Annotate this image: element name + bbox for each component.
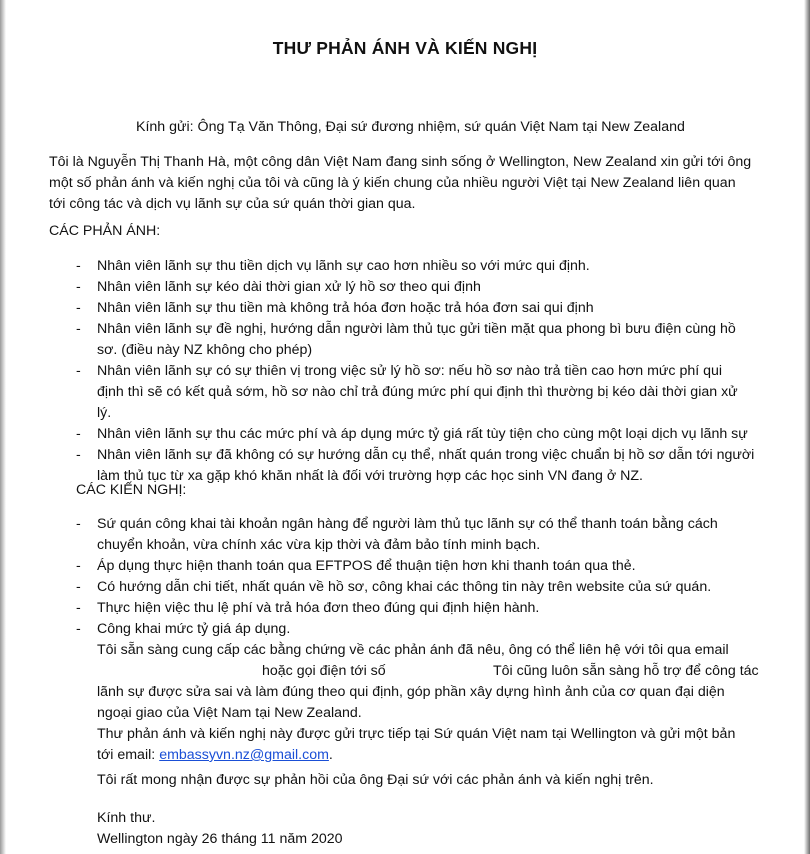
intro-line: Tôi là Nguyễn Thị Thanh Hà, một công dân Việt Nam đang sinh sống ở Wellington, New Zealand xin gửi tới ông [49,154,752,170]
sent-line: Thư phản ánh và kiến nghị này được gửi trực tiếp tại Sứ quán Việt nam tại Wellington và gửi một bản [97,726,736,742]
intro-line: một số phản ánh và kiến nghị của tôi và cũng là ý kiến chung của nhiều người Việt tại New Zealand liên quan [49,175,736,191]
bullet-dash: - [76,279,81,295]
email-suffix: . [328,747,333,763]
evidence-line-support-part: Tôi cũng luôn sẵn sàng hỗ trợ để công tác [493,663,759,679]
evidence-line: lãnh sự được sửa sai và làm đúng theo qui định, góp phần xây dựng hình ảnh của cơ quan đại diện [97,684,725,700]
date-line: Wellington ngày 26 tháng 11 năm 2020 [97,831,343,847]
letter-title: THƯ PHẢN ÁNH VÀ KIẾN NGHỊ [272,38,538,58]
bullet-dash: - [76,426,81,442]
complaint-item: Nhân viên lãnh sự kéo dài thời gian xử lý hồ sơ theo qui định [97,279,481,295]
bullet-dash: - [76,600,81,616]
complaint-item-continued: sơ. (điều này NZ không cho phép) [97,342,313,358]
bullet-dash: - [76,447,81,463]
complaint-item: Nhân viên lãnh sự thu các mức phí và áp dụng mức tỷ giá rất tùy tiện cho cùng một loại dịch vụ lãnh sự [97,426,748,442]
complaint-item: Nhân viên lãnh sự đề nghị, hướng dẫn người làm thủ tục gửi tiền mặt qua phong bì bưu điện cùng hồ [97,321,736,337]
bullet-dash: - [76,558,81,574]
bullet-dash: - [76,300,81,316]
email-prefix: tới email: [97,747,156,763]
closing-request: Tôi rất mong nhận được sự phản hồi của ông Đại sứ với các phản ánh và kiến nghị trên. [97,772,654,788]
recommendation-item: Công khai mức tỷ giá áp dụng. [97,621,291,637]
evidence-line-phone-part: hoặc gọi điện tới số [262,663,386,679]
recommendation-item: Có hướng dẫn chi tiết, nhất quán về hồ sơ, công khai các thông tin này trên website của sứ quán. [97,579,712,595]
complaint-item: Nhân viên lãnh sự thu tiền mà không trả hóa đơn hoặc trả hóa đơn sai qui định [97,300,594,316]
recommendation-item-continued: chuyển khoản, vừa chính xác vừa kịp thời và đảm bảo tính minh bạch. [97,537,541,553]
recommendation-item: Sứ quán công khai tài khoản ngân hàng để người làm thủ tục lãnh sự có thể thanh toán bằng cách [97,516,718,532]
bullet-dash: - [76,321,81,337]
complaint-item-continued: làm thủ tục từ xa gặp khó khăn nhất là đối với trường hợp các học sinh VN đang ở NZ. [97,468,643,484]
bullet-dash: - [76,579,81,595]
complaint-item: Nhân viên lãnh sự thu tiền dịch vụ lãnh sự cao hơn nhiều so với mức qui định. [97,258,590,274]
complaint-item-continued: lý. [97,405,112,421]
complaints-heading: CÁC PHẢN ÁNH: [49,223,161,239]
bullet-dash: - [76,621,81,637]
recommendation-item: Thực hiện việc thu lệ phí và trả hóa đơn theo đúng qui định hiện hành. [97,600,540,616]
evidence-line: ngoại giao của Việt Nam tại New Zealand. [97,705,362,721]
evidence-line: Tôi sẵn sàng cung cấp các bằng chứng về các phản ánh đã nêu, ông có thể liên hệ với tôi qua email [97,642,729,658]
bullet-dash: - [76,258,81,274]
intro-line: tới công tác và dịch vụ lãnh sự của sứ quán thời gian qua. [49,196,416,212]
bullet-dash: - [76,516,81,532]
recommendations-heading: CÁC KIẾN NGHỊ: [76,482,187,498]
bullet-dash: - [76,363,81,379]
complaint-item-continued: định thì sẽ có kết quả sớm, hồ sơ nào chỉ trả đúng mức phí qui định thì thường bị kéo dài thời gian xử [97,384,738,400]
complaint-item: Nhân viên lãnh sự có sự thiên vị trong việc sử lý hồ sơ: nếu hồ sơ nào trả tiền cao hơn mức phí qui [97,363,723,379]
complaint-item: Nhân viên lãnh sự đã không có sự hướng dẫn cụ thể, nhất quán trong việc chuẩn bị hồ sơ dẫn tới người [97,447,755,463]
recommendation-item: Áp dụng thực hiện thanh toán qua EFTPOS để thuận tiện hơn khi thanh toán qua thẻ. [97,558,636,574]
sign-off: Kính thư. [97,810,156,826]
sent-line-email [97,745,333,766]
salutation: Kính gửi: Ông Tạ Văn Thông, Đại sứ đương nhiệm, sứ quán Việt Nam tại New Zealand [136,119,685,135]
email-link[interactable]: embassyvn.nz@gmail.com [159,747,329,763]
